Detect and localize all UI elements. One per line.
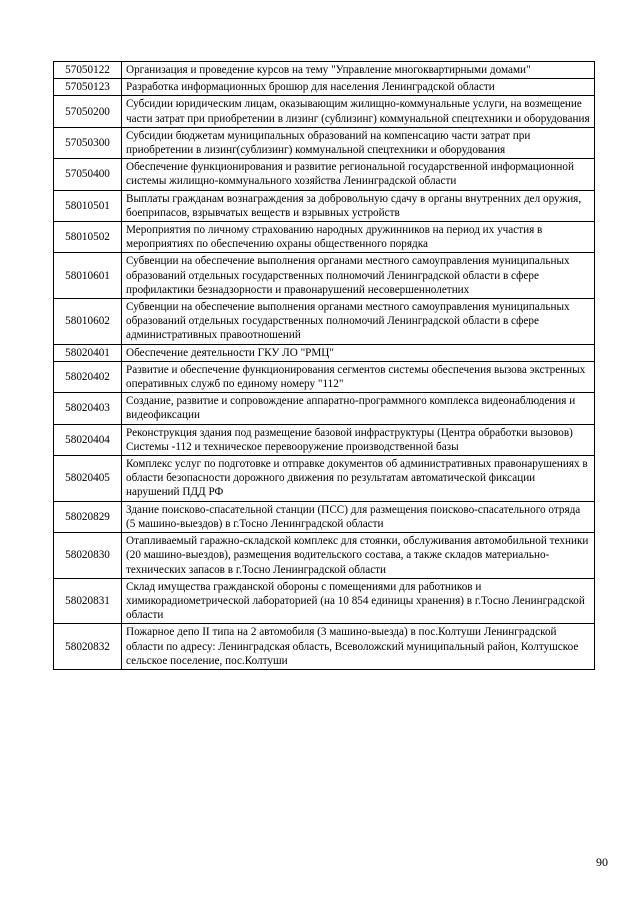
row-code: 57050123 [54, 79, 122, 96]
table-row [54, 456, 595, 502]
table-row [54, 62, 595, 79]
row-code: 58020832 [54, 624, 122, 670]
row-description: Развитие и обеспечение функционирования сегментов системы обеспечения вызова экстренных оперативных служб по единому номеру "112" [122, 361, 595, 392]
row-description: Обеспечение функционирования и развитие региональной государственной информационной системы жилищно-коммунального хозяйства Ленинградской области [122, 159, 595, 190]
row-code: 57050122 [54, 62, 122, 79]
row-description: Здание поисково-спасательной станции (ПСС) для размещения поисково-спасательного отряда (5 машино-выездов) в г.Тосно Ленинградской области [122, 501, 595, 532]
row-code: 58020405 [54, 456, 122, 502]
page-number: 90 [596, 855, 608, 869]
row-code: 58020830 [54, 533, 122, 579]
row-description: Выплаты гражданам вознаграждения за добровольную сдачу в органы внутренних дел оружия, боеприпасов, взрывчатых веществ и взрывных устройств [122, 190, 595, 221]
row-description: Отапливаемый гаражно-складской комплекс для стоянки, обслуживания автомобильной техники (20 машино-выездов), размещения водительского состава, а также складов материально-технических запасов в г.Тосно Ленинградской области [122, 533, 595, 579]
table-row [54, 222, 595, 253]
table-row [54, 533, 595, 579]
table-row [54, 96, 595, 127]
table-row [54, 190, 595, 221]
table-row [54, 79, 595, 96]
table-row [54, 159, 595, 190]
row-code: 58020403 [54, 393, 122, 424]
row-code: 57050200 [54, 96, 122, 127]
row-code: 58020829 [54, 501, 122, 532]
row-description: Пожарное депо II типа на 2 автомобиля (3 машино-выезда) в пос.Колтуши Ленинградской области по адресу: Ленинградская область, Всеволожский муниципальный район, Колтушское сельское поселение, пос.Колтуши [122, 624, 595, 670]
row-description: Субсидии юридическим лицам, оказывающим жилищно-коммунальные услуги, на возмещение части затрат при приобретении в лизинг (сублизинг) коммунальной спецтехники и оборудования [122, 96, 595, 127]
table-row [54, 127, 595, 158]
row-description: Склад имущества гражданской обороны с помещениями для работников и химикорадиометрической лабораторией (на 10 854 единицы хранения) в г.Тосно Ленинградской области [122, 578, 595, 624]
row-code: 58020831 [54, 578, 122, 624]
row-code: 57050400 [54, 159, 122, 190]
table-row [54, 393, 595, 424]
budget-codes-table [53, 61, 595, 670]
table-row [54, 501, 595, 532]
row-description: Организация и проведение курсов на тему "Управление многоквартирными домами" [122, 62, 595, 79]
row-description: Реконструкция здания под размещение базовой инфраструктуры (Центра обработки вызовов) Системы -112 и техническое перевооружение производственной базы [122, 424, 595, 455]
row-code: 58010501 [54, 190, 122, 221]
row-description: Субсидии бюджетам муниципальных образований на компенсацию части затрат при приобретении в лизинг(сублизинг) коммунальной спецтехники и оборудования [122, 127, 595, 158]
row-description: Мероприятия по личному страхованию народных дружинников на период их участия в мероприятиях по обеспечению охраны общественного порядка [122, 222, 595, 253]
table-row [54, 361, 595, 392]
table-row [54, 624, 595, 670]
row-code: 58020402 [54, 361, 122, 392]
table-body [54, 62, 595, 670]
row-description: Создание, развитие и сопровождение аппаратно-программного комплекса видеонаблюдения и видеофиксации [122, 393, 595, 424]
row-description: Субвенции на обеспечение выполнения органами местного самоуправления муниципальных образований отдельных государственных полномочий Ленинградской области в сфере административных правоотношений [122, 299, 595, 345]
table-row [54, 253, 595, 299]
row-description: Разработка информационных брошюр для населения Ленинградской области [122, 79, 595, 96]
row-description: Обеспечение деятельности ГКУ ЛО "РМЦ" [122, 344, 595, 361]
table-row [54, 424, 595, 455]
row-code: 58020401 [54, 344, 122, 361]
table-row [54, 299, 595, 345]
row-code: 58010602 [54, 299, 122, 345]
row-code: 58010502 [54, 222, 122, 253]
row-description: Комплекс услуг по подготовке и отправке документов об административных правонарушениях в области безопасности дорожного движения по результатам автоматической фиксации нарушений ПДД РФ [122, 456, 595, 502]
row-code: 57050300 [54, 127, 122, 158]
table-row [54, 578, 595, 624]
row-description: Субвенции на обеспечение выполнения органами местного самоуправления муниципальных образований отдельных государственных полномочий Ленинградской области в сфере профилактики безнадзорности и правонарушений несовершеннолетних [122, 253, 595, 299]
row-code: 58020404 [54, 424, 122, 455]
row-code: 58010601 [54, 253, 122, 299]
table-row [54, 344, 595, 361]
